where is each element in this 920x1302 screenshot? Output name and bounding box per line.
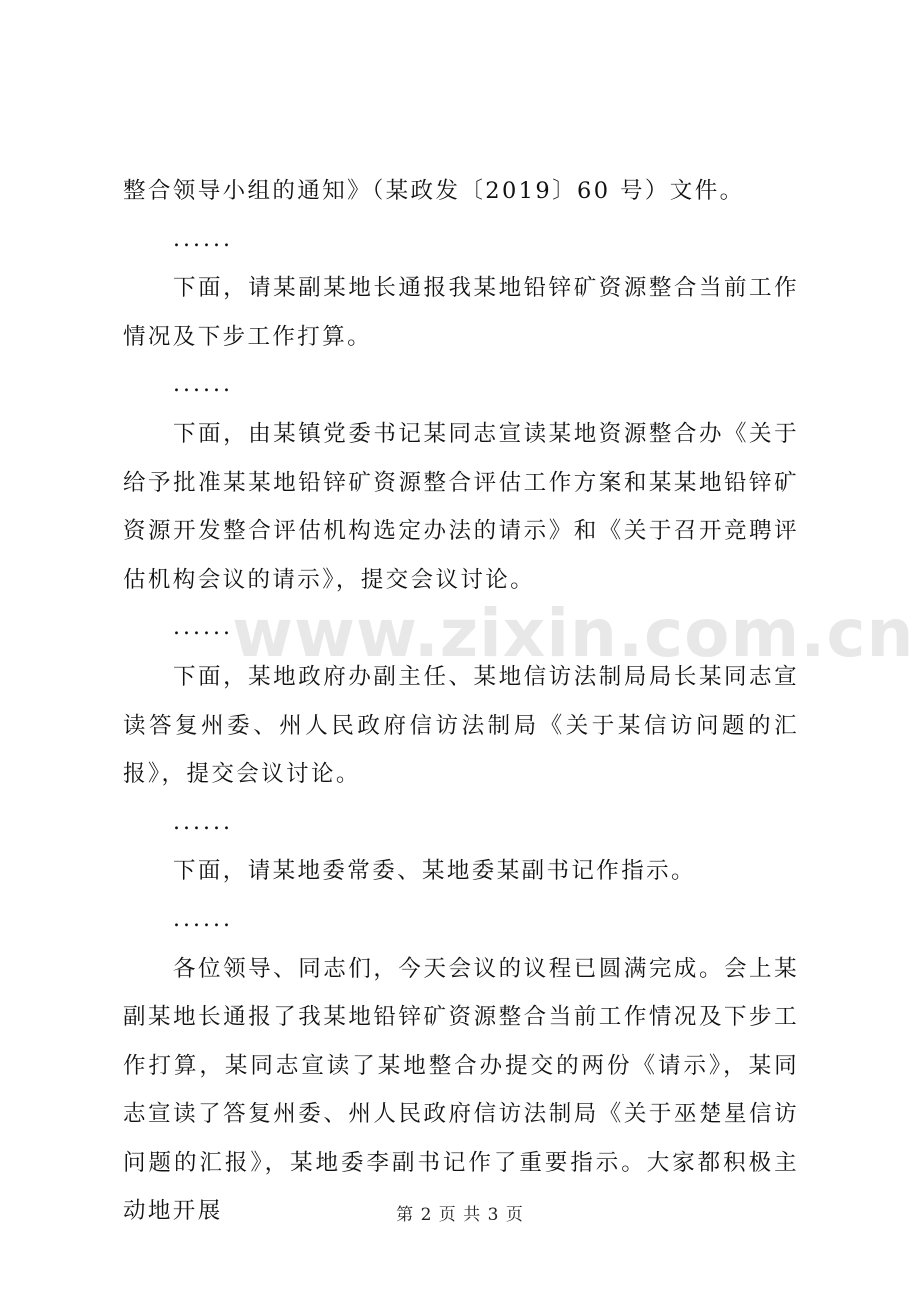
paragraph: 下面，某地政府办副主任、某地信访法制局局长某同志宣读答复州委、州人民政府信访法制局《关于某信访问题的汇报》，提交会议讨论。 (123, 663, 799, 788)
paragraph: 下面，请某地委常委、某地委某副书记作指示。 (173, 858, 696, 885)
watermark: www.zixin.com.cn (232, 595, 915, 672)
ellipsis-separator: ...... (173, 615, 233, 641)
paragraph: 下面，由某镇党委书记某同志宣读某地资源整合办《关于给予批准某某地铅锌矿资源整合评估工作方案和某某地铅锌矿资源开发整合评估机构选定办法的请示》和《关于召开竞聘评估机构会议的请示》，提交会议讨论。 (123, 420, 799, 593)
ellipsis-separator: ...... (173, 372, 233, 398)
document-body (123, 167, 799, 1236)
paragraph: 整合领导小组的通知》（某政发〔2019〕60 号）文件。 (123, 178, 745, 204)
page-number-footer: 第 2 页 共 3 页 (396, 1205, 524, 1225)
paragraph: 各位领导、同志们，今天会议的议程已圆满完成。会上某副某地长通报了我某地铅锌矿资源整合当前工作情况及下步工作打算，某同志宣读了某地整合办提交的两份《请示》，某同志宣读了答复州委、州人民政府信访法制局《关于巫楚星信访问题的汇报》，某地委李副书记作了重要指示。大家都积极主动地开展 (123, 955, 799, 1225)
paragraph: 下面，请某副某地长通报我某地铅锌矿资源整合当前工作情况及下步工作打算。 (123, 275, 799, 350)
ellipsis-separator: ...... (173, 809, 233, 835)
ellipsis-separator: ...... (173, 226, 233, 252)
ellipsis-separator: ...... (173, 906, 233, 932)
